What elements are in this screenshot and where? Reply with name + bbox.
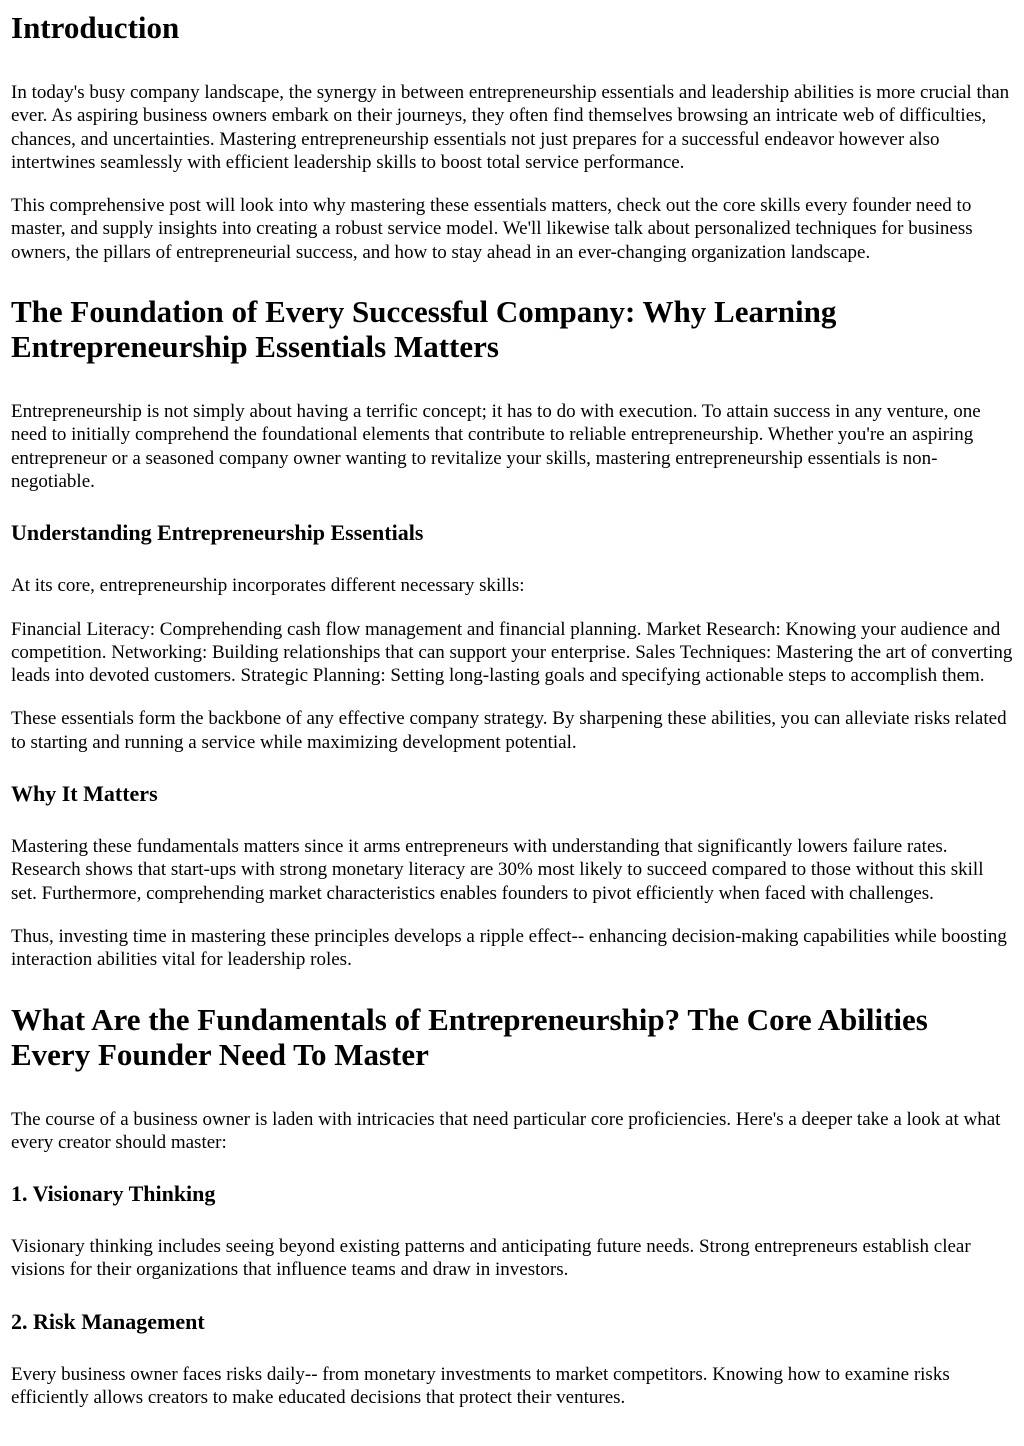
subheading-risk-management: 2. Risk Management [11,1308,205,1334]
paragraph: At its core, entrepreneurship incorporates different necessary skills: [11,575,525,597]
paragraph: Every business owner faces risks daily-- from monetary investments to market competitors. Knowing how to examine risks efficiently allows creators to make educated decisions that protect their ventures. [11,1363,950,1409]
paragraph: In today's busy company landscape, the synergy in between entrepreneurship essentials and leadership abilities is more crucial than ever. As aspiring business owners embark on their journeys, they often find themselves browsing an intricate web of difficulties, chances, and uncertainties. Mastering entrepreneurship essentials not just prepares for a successful endeavor however also intertwines seamlessly with efficient leadership skills to boost total service performance. [11,82,1010,173]
heading-fundamentals: What Are the Fundamentals of Entrepreneurship? The Core Abilities Every Founder Need To Master [11,1001,928,1072]
paragraph: Mastering these fundamentals matters since it arms entrepreneurs with understanding that significantly lowers failure rates. Research shows that start-ups with strong monetary literacy are 30% most likely to succeed compared to those without this skill set. Furthermore, comprehending market characteristics enables founders to pivot efficiently when faced with challenges. [11,836,984,904]
paragraph: This comprehensive post will look into why mastering these essentials matters, check out the core skills every founder need to master, and supply insights into creating a robust service model. We'll likewise talk about personalized techniques for business owners, the pillars of entrepreneurial success, and how to stay ahead in an ever-changing organization landscape. [11,195,973,263]
subheading-understanding: Understanding Entrepreneurship Essentials [11,520,424,546]
heading-introduction: Introduction [11,10,180,45]
subheading-why-it-matters: Why It Matters [11,781,158,807]
paragraph: Thus, investing time in mastering these principles develops a ripple effect-- enhancing decision-making capabilities while boosting interaction abilities vital for leadership roles. [11,925,1007,971]
paragraph: Visionary thinking includes seeing beyond existing patterns and anticipating future needs. Strong entrepreneurs establish clear visions for their organizations that influence teams and draw in investors. [11,1236,971,1281]
subheading-visionary-thinking: 1. Visionary Thinking [11,1181,216,1207]
paragraph: These essentials form the backbone of any effective company strategy. By sharpening these abilities, you can alleviate risks related to starting and running a service while maximizing development potential. [11,708,1007,753]
paragraph: Entrepreneurship is not simply about having a terrific concept; it has to do with execution. To attain success in any venture, one need to initially comprehend the foundational elements that contribute to reliable entrepreneurship. Whether you're an aspiring entrepreneur or a seasoned company owner wanting to revitalize your skills, mastering entrepreneurship essentials is non-negotiable. [11,401,981,492]
paragraph: Financial Literacy: Comprehending cash flow management and financial planning. Market Research: Knowing your audience and competition. Networking: Building relationships that can support your enterprise. Sales Techniques: Mastering the art of converting leads into devoted customers. Strategic Planning: Setting long-lasting goals and specifying actionable steps to accomplish them. [11,618,1013,687]
heading-foundation: The Foundation of Every Successful Company: Why Learning Entrepreneurship Essentials Matters [11,294,837,365]
paragraph: The course of a business owner is laden with intricacies that need particular core proficiencies. Here's a deeper take a look at what every creator should master: [11,1108,1001,1153]
